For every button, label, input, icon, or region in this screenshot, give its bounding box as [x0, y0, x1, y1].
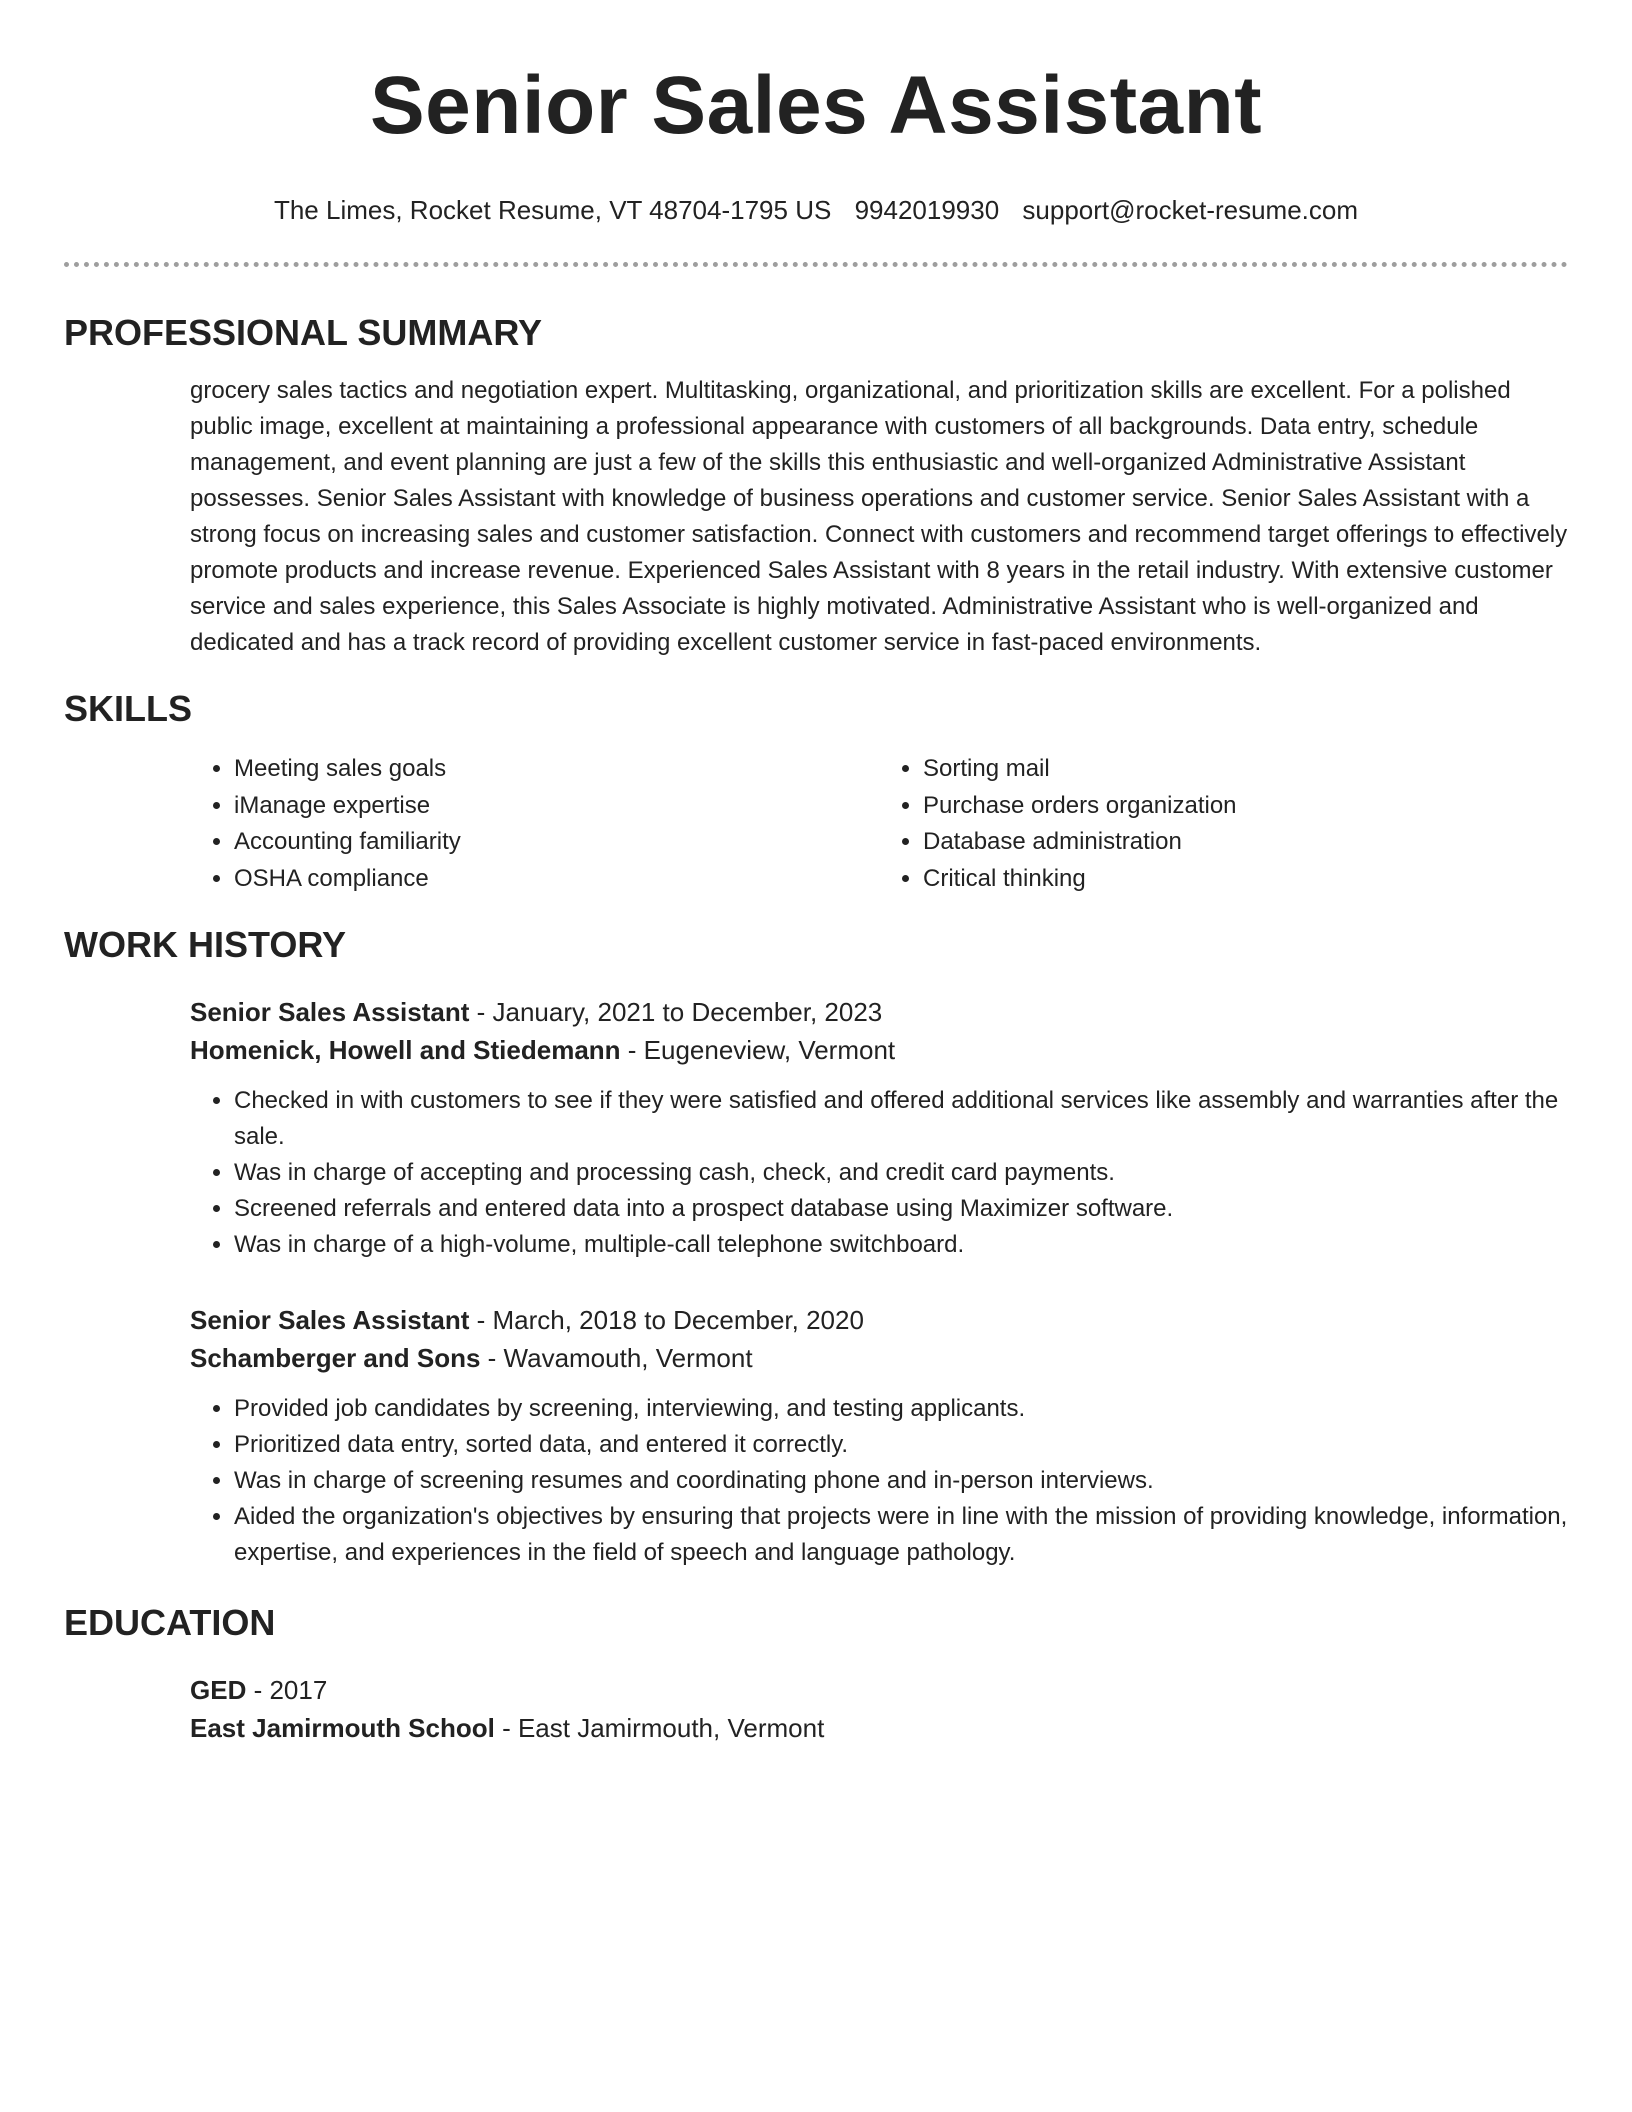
- skill-item: • Sorting mail: [923, 751, 1568, 788]
- education-school: East Jamirmouth School: [190, 1713, 495, 1743]
- education-school-line: [190, 1709, 1568, 1747]
- work-history-heading: WORK HISTORY: [64, 924, 347, 965]
- job-duty: • Checked in with customers to see if they were satisfied and offered additional services like assembly and warranties after the sale.: [234, 1083, 1568, 1155]
- skill-item: • Database administration: [923, 824, 1568, 861]
- skill-item: • Meeting sales goals: [234, 751, 879, 788]
- education-degree-line: [190, 1671, 1568, 1709]
- skills-column-right: [879, 751, 1568, 897]
- summary-heading: PROFESSIONAL SUMMARY: [64, 312, 543, 353]
- skill-item: • Critical thinking: [923, 861, 1568, 898]
- job-company: Schamberger and Sons: [190, 1343, 481, 1373]
- job-entry: [190, 993, 1568, 1263]
- job-duty: • Provided job candidates by screening, interviewing, and testing applicants.: [234, 1391, 1568, 1427]
- job-location: - Wavamouth, Vermont: [480, 1343, 753, 1373]
- job-duties: [190, 1083, 1568, 1263]
- job-dates: - January, 2021 to December, 2023: [469, 997, 883, 1027]
- education-degree: GED: [190, 1675, 247, 1705]
- job-role: Senior Sales Assistant: [190, 1305, 470, 1335]
- job-entry: [190, 1301, 1568, 1571]
- job-duty: • Was in charge of a high-volume, multiple-call telephone switchboard.: [234, 1227, 1568, 1263]
- job-role-line: [190, 1301, 1568, 1339]
- resume-name: Senior Sales Assistant: [369, 60, 1263, 151]
- job-company-line: [190, 1339, 1568, 1377]
- job-duty: • Was in charge of accepting and processing cash, check, and credit card payments.: [234, 1155, 1568, 1191]
- header-divider: [64, 262, 1568, 267]
- job-role: Senior Sales Assistant: [190, 997, 470, 1027]
- job-duty: • Was in charge of screening resumes and coordinating phone and in-person interviews.: [234, 1463, 1568, 1499]
- job-company-line: [190, 1031, 1568, 1069]
- job-role-line: [190, 993, 1568, 1031]
- contact-phone: 9942019930: [854, 195, 1000, 225]
- skill-item: • Purchase orders organization: [923, 788, 1568, 825]
- job-company: Homenick, Howell and Stiedemann: [190, 1035, 621, 1065]
- skills-list: [190, 751, 1568, 897]
- contact-email: support@rocket-resume.com: [1022, 195, 1359, 225]
- contact-address: The Limes, Rocket Resume, VT 48704-1795 US: [273, 195, 832, 225]
- education-year: - 2017: [246, 1675, 328, 1705]
- contact-line: [64, 194, 1568, 226]
- skill-item: • iManage expertise: [234, 788, 879, 825]
- job-duty: • Prioritized data entry, sorted data, and entered it correctly.: [234, 1427, 1568, 1463]
- skills-column-left: [190, 751, 879, 897]
- summary-text: grocery sales tactics and negotiation expert. Multitasking, organizational, and prioritization skills are excellent. For a polished public image, excellent at maintaining a professional appearance with customers of all backgrounds. Data entry, schedule management, and event planning are just a few of the skills this enthusiastic and well-organized Administrative Assistant possesses. Senior Sales Assistant with knowledge of business operations and customer service. Senior Sales Assistant with a strong focus on increasing sales and customer satisfaction. Connect with customers and recommend target offerings to effectively promote products and increase revenue. Experienced Sales Assistant with 8 years in the retail industry. With extensive customer service and sales experience, this Sales Associate is highly motivated. Administrative Assistant who is well-organized and dedicated and has a track record of providing excellent customer service in fast-paced environments.: [190, 377, 1568, 656]
- job-duty: • Aided the organization's objectives by ensuring that projects were in line with the mission of providing knowledge, information, expertise, and experiences in the field of speech and language pathology.: [234, 1499, 1568, 1571]
- job-duty: • Screened referrals and entered data into a prospect database using Maximizer software.: [234, 1191, 1568, 1227]
- education-heading: EDUCATION: [64, 1602, 276, 1643]
- job-location: - Eugeneview, Vermont: [620, 1035, 896, 1065]
- skill-item: • OSHA compliance: [234, 861, 879, 898]
- skills-heading: SKILLS: [64, 688, 193, 729]
- job-duties: [190, 1391, 1568, 1571]
- education-location: - East Jamirmouth, Vermont: [494, 1713, 825, 1743]
- skill-item: • Accounting familiarity: [234, 824, 879, 861]
- job-dates: - March, 2018 to December, 2020: [469, 1305, 864, 1335]
- education-entry: [190, 1671, 1568, 1747]
